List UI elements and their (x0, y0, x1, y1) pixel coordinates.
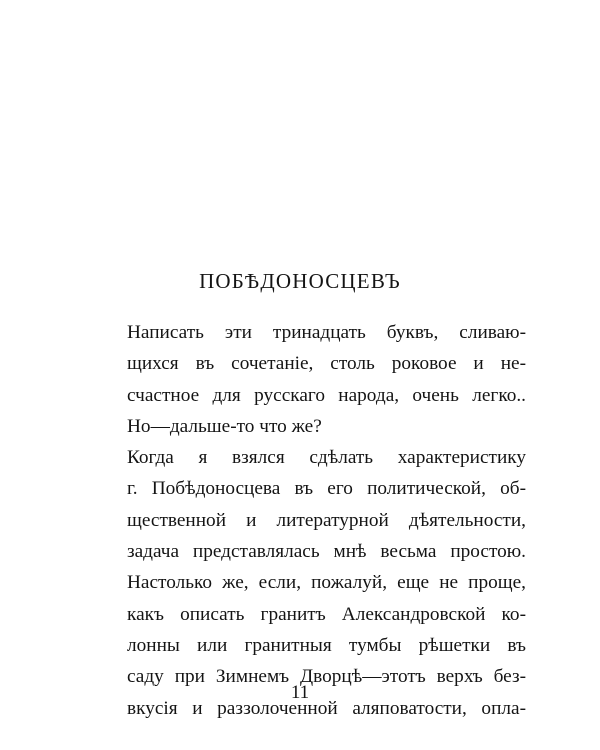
body-text (127, 317, 526, 724)
text-line: Но—дальше-то что же? (127, 415, 322, 437)
text-line: какъ описать гранитъ Александровской ко- (127, 603, 526, 625)
text-line: Когда я взялся сдѣлать характеристику (127, 447, 526, 469)
text-line: счастное для русскаго народа, очень легко.. (127, 384, 526, 406)
text-line: г. Побѣдоносцева въ его политической, об- (127, 478, 526, 500)
chapter-heading: ПОБѢДОНОСЦЕВЪ (199, 269, 401, 293)
page-number: 11 (290, 682, 310, 703)
text-line: саду при Зимнемъ Дворцѣ—этотъ верхъ без- (127, 666, 526, 688)
text-line: щественной и литературной дѣятельности, (127, 509, 526, 531)
text-line: вкусія и раззолоченной аляповатости, опла- (127, 697, 526, 719)
text-line: лонны или гранитныя тумбы рѣшетки въ (127, 634, 526, 656)
text-line: Написать эти тринадцать буквъ, сливаю- (127, 322, 526, 343)
text-line: задача представлялась мнѣ весьма простою. (127, 541, 526, 563)
text-line: щихся въ сочетаніе, столь роковое и не- (127, 353, 526, 375)
text-line: Настолько же, если, пожалуй, еще не проще, (127, 572, 526, 594)
